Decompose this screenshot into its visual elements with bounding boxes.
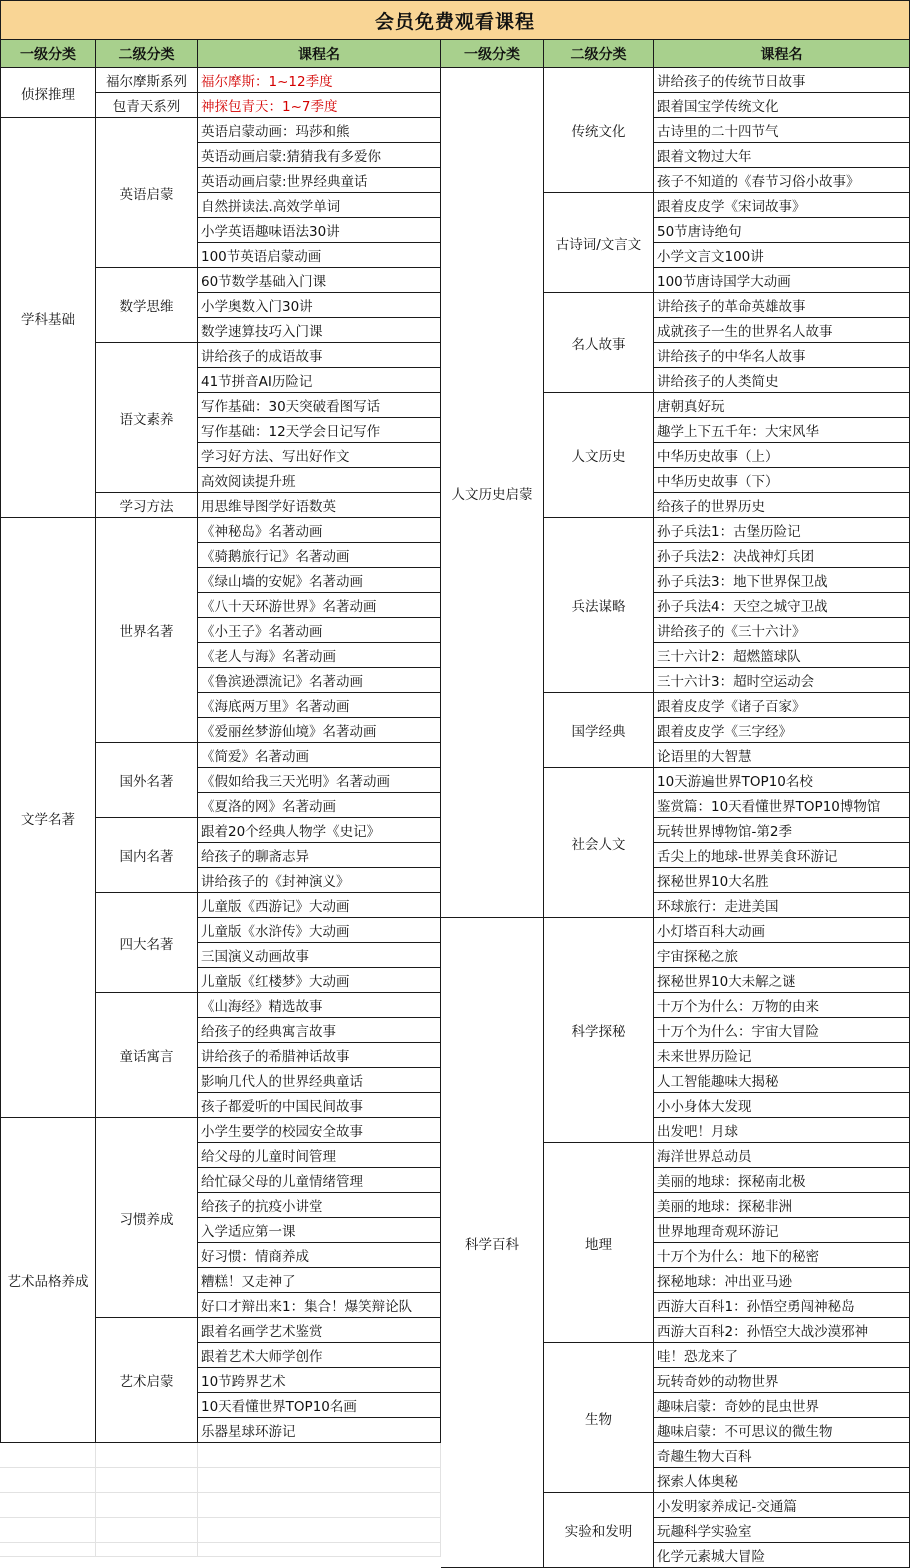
sub-category: 实验和发明: [544, 1493, 654, 1568]
course-name: 《山海经》精选故事: [198, 993, 441, 1018]
course-name: 写作基础：30天突破看图写话: [198, 393, 441, 418]
course-name: 给孩子的世界历史: [654, 493, 910, 518]
sub-category: 四大名著: [96, 893, 198, 993]
course-name: 论语里的大智慧: [654, 743, 910, 768]
empty-grid-cell: [96, 1493, 198, 1518]
course-name: 探秘世界10大未解之谜: [654, 968, 910, 993]
main-category: 文学名著: [0, 518, 96, 1118]
course-name: 跟着皮皮学《宋词故事》: [654, 193, 910, 218]
course-name: 100节唐诗国学大动画: [654, 268, 910, 293]
course-name: 跟着艺术大师学创作: [198, 1343, 441, 1368]
course-name: 小发明家养成记-交通篇: [654, 1493, 910, 1518]
course-name: 给孩子的抗疫小讲堂: [198, 1193, 441, 1218]
course-name: 10天看懂世界TOP10名画: [198, 1393, 441, 1418]
sub-category: 古诗词/文言文: [544, 193, 654, 293]
course-name: 福尔摩斯：1~12季度: [198, 68, 441, 93]
empty-grid-cell: [0, 1518, 96, 1543]
empty-grid-cell: [198, 1543, 441, 1557]
course-name: 世界地理奇观环游记: [654, 1218, 910, 1243]
sub-category: 世界名著: [96, 518, 198, 743]
course-name: 儿童版《水浒传》大动画: [198, 918, 441, 943]
sub-category: 学习方法: [96, 493, 198, 518]
course-name: 跟着国宝学传统文化: [654, 93, 910, 118]
column-header: 二级分类: [544, 40, 654, 68]
sub-category: 习惯养成: [96, 1118, 198, 1318]
course-name: 41节拼音AI历险记: [198, 368, 441, 393]
empty-grid-cell: [198, 1518, 441, 1543]
course-name: 自然拼读法.高效学单词: [198, 193, 441, 218]
sub-category: 包青天系列: [96, 93, 198, 118]
course-name: 美丽的地球：探秘非洲: [654, 1193, 910, 1218]
main-category: 人文历史启蒙: [441, 68, 544, 918]
course-name: 讲给孩子的《封神演义》: [198, 868, 441, 893]
sub-category: 童话寓言: [96, 993, 198, 1118]
course-name: 给父母的儿童时间管理: [198, 1143, 441, 1168]
course-name: 60节数学基础入门课: [198, 268, 441, 293]
course-name: 唐朝真好玩: [654, 393, 910, 418]
course-name: 跟着皮皮学《诸子百家》: [654, 693, 910, 718]
course-name: 小灯塔百科大动画: [654, 918, 910, 943]
column-header: 课程名: [654, 40, 910, 68]
course-name: 跟着20个经典人物学《史记》: [198, 818, 441, 843]
course-name: 讲给孩子的人类简史: [654, 368, 910, 393]
course-name: 三国演义动画故事: [198, 943, 441, 968]
course-name: 儿童版《西游记》大动画: [198, 893, 441, 918]
course-name: 乐器星球环游记: [198, 1418, 441, 1443]
course-name: 孩子不知道的《春节习俗小故事》: [654, 168, 910, 193]
sub-category: 语文素养: [96, 343, 198, 493]
main-category: 侦探推理: [0, 68, 96, 118]
course-name: 学习好方法、写出好作文: [198, 443, 441, 468]
course-name: 古诗里的二十四节气: [654, 118, 910, 143]
empty-grid-cell: [96, 1518, 198, 1543]
course-name: 数学速算技巧入门课: [198, 318, 441, 343]
course-name: 鉴赏篇：10天看懂世界TOP10博物馆: [654, 793, 910, 818]
main-category: 科学百科: [441, 918, 544, 1568]
course-name: 50节唐诗绝句: [654, 218, 910, 243]
course-name: 影响几代人的世界经典童话: [198, 1068, 441, 1093]
course-name: 好习惯：情商养成: [198, 1243, 441, 1268]
course-name: 趣学上下五千年：大宋风华: [654, 418, 910, 443]
sub-category: 生物: [544, 1343, 654, 1493]
sub-category: 科学探秘: [544, 918, 654, 1143]
course-name: 孩子都爱听的中国民间故事: [198, 1093, 441, 1118]
empty-grid-cell: [96, 1443, 198, 1468]
empty-grid-cell: [0, 1543, 96, 1557]
course-name: 三十六计2：超燃篮球队: [654, 643, 910, 668]
course-name: 奇趣生物大百科: [654, 1443, 910, 1468]
course-name: 神探包青天：1~7季度: [198, 93, 441, 118]
course-name: 《爱丽丝梦游仙境》名著动画: [198, 718, 441, 743]
course-name: 成就孩子一生的世界名人故事: [654, 318, 910, 343]
sub-category: 社会人文: [544, 768, 654, 918]
column-header: 一级分类: [441, 40, 544, 68]
course-name: 跟着名画学艺术鉴赏: [198, 1318, 441, 1343]
course-name: 讲给孩子的希腊神话故事: [198, 1043, 441, 1068]
course-name: 《简爱》名著动画: [198, 743, 441, 768]
course-name: 英语动画启蒙:世界经典童话: [198, 168, 441, 193]
course-name: 趣味启蒙：不可思议的微生物: [654, 1418, 910, 1443]
course-name: 《小王子》名著动画: [198, 618, 441, 643]
course-name: 十万个为什么：宇宙大冒险: [654, 1018, 910, 1043]
course-name: 小学生要学的校园安全故事: [198, 1118, 441, 1143]
course-name: 未来世界历险记: [654, 1043, 910, 1068]
main-category: 学科基础: [0, 118, 96, 518]
course-name: 美丽的地球：探秘南北极: [654, 1168, 910, 1193]
course-name: 《海底两万里》名著动画: [198, 693, 441, 718]
course-name: 《假如给我三天光明》名著动画: [198, 768, 441, 793]
course-name: 舌尖上的地球-世界美食环游记: [654, 843, 910, 868]
course-name: 讲给孩子的革命英雄故事: [654, 293, 910, 318]
course-name: 《老人与海》名著动画: [198, 643, 441, 668]
sub-category: 国内名著: [96, 818, 198, 893]
sub-category: 福尔摩斯系列: [96, 68, 198, 93]
course-name: 给孩子的聊斋志异: [198, 843, 441, 868]
course-name: 糟糕！又走神了: [198, 1268, 441, 1293]
course-name: 《骑鹅旅行记》名著动画: [198, 543, 441, 568]
course-name: 孙子兵法3：地下世界保卫战: [654, 568, 910, 593]
course-name: 探秘地球：冲出亚马逊: [654, 1268, 910, 1293]
course-name: 趣味启蒙：奇妙的昆虫世界: [654, 1393, 910, 1418]
empty-grid-cell: [198, 1493, 441, 1518]
course-name: 人工智能趣味大揭秘: [654, 1068, 910, 1093]
course-name: 小学文言文100讲: [654, 243, 910, 268]
course-name: 儿童版《红楼梦》大动画: [198, 968, 441, 993]
empty-grid-cell: [198, 1443, 441, 1468]
course-name: 探索人体奥秘: [654, 1468, 910, 1493]
empty-grid-cell: [0, 1468, 96, 1493]
course-name: 英语动画启蒙:猜猜我有多爱你: [198, 143, 441, 168]
course-name: 讲给孩子的成语故事: [198, 343, 441, 368]
column-header: 一级分类: [0, 40, 96, 68]
course-name: 跟着文物过大年: [654, 143, 910, 168]
course-name: 中华历史故事（下）: [654, 468, 910, 493]
course-name: 三十六计3：超时空运动会: [654, 668, 910, 693]
course-name: 小小身体大发现: [654, 1093, 910, 1118]
empty-grid-cell: [0, 1443, 96, 1468]
sub-category: 英语启蒙: [96, 118, 198, 268]
empty-grid-cell: [198, 1468, 441, 1493]
course-name: 玩趣科学实验室: [654, 1518, 910, 1543]
course-name: 10节跨界艺术: [198, 1368, 441, 1393]
course-name: 环球旅行：走进美国: [654, 893, 910, 918]
sub-category: 名人故事: [544, 293, 654, 393]
course-name: 讲给孩子的中华名人故事: [654, 343, 910, 368]
course-name: 英语启蒙动画：玛莎和熊: [198, 118, 441, 143]
course-name: 写作基础：12天学会日记写作: [198, 418, 441, 443]
sub-category: 国学经典: [544, 693, 654, 768]
course-name: 宇宙探秘之旅: [654, 943, 910, 968]
course-name: 高效阅读提升班: [198, 468, 441, 493]
course-name: 出发吧！月球: [654, 1118, 910, 1143]
course-name: 玩转世界博物馆-第2季: [654, 818, 910, 843]
course-name: 给忙碌父母的儿童情绪管理: [198, 1168, 441, 1193]
course-name: 跟着皮皮学《三字经》: [654, 718, 910, 743]
course-name: 哇！恐龙来了: [654, 1343, 910, 1368]
sub-category: 国外名著: [96, 743, 198, 818]
column-header: 课程名: [198, 40, 441, 68]
sub-category: 艺术启蒙: [96, 1318, 198, 1443]
course-name: 给孩子的经典寓言故事: [198, 1018, 441, 1043]
sub-category: 人文历史: [544, 393, 654, 518]
sub-category: 数学思维: [96, 268, 198, 343]
course-name: 西游大百科1：孙悟空勇闯神秘岛: [654, 1293, 910, 1318]
course-name: 好口才辩出来1：集合！爆笑辩论队: [198, 1293, 441, 1318]
course-name: 用思维导图学好语数英: [198, 493, 441, 518]
course-name: 玩转奇妙的动物世界: [654, 1368, 910, 1393]
course-name: 《绿山墙的安妮》名著动画: [198, 568, 441, 593]
course-name: 十万个为什么：地下的秘密: [654, 1243, 910, 1268]
course-name: 讲给孩子的《三十六计》: [654, 618, 910, 643]
course-name: 《八十天环游世界》名著动画: [198, 593, 441, 618]
sheet-title: 会员免费观看课程: [0, 0, 910, 40]
course-name: 海洋世界总动员: [654, 1143, 910, 1168]
empty-grid-cell: [96, 1543, 198, 1557]
course-name: 孙子兵法1：古堡历险记: [654, 518, 910, 543]
course-name: 《夏洛的网》名著动画: [198, 793, 441, 818]
course-name: 西游大百科2：孙悟空大战沙漠邪神: [654, 1318, 910, 1343]
sub-category: 兵法谋略: [544, 518, 654, 693]
course-name: 《神秘岛》名著动画: [198, 518, 441, 543]
course-name: 讲给孩子的传统节日故事: [654, 68, 910, 93]
course-name: 小学奥数入门30讲: [198, 293, 441, 318]
course-name: 小学英语趣味语法30讲: [198, 218, 441, 243]
course-name: 化学元素城大冒险: [654, 1543, 910, 1568]
course-name: 《鲁滨逊漂流记》名著动画: [198, 668, 441, 693]
empty-grid-cell: [0, 1493, 96, 1518]
course-name: 入学适应第一课: [198, 1218, 441, 1243]
course-name: 孙子兵法4：天空之城守卫战: [654, 593, 910, 618]
sub-category: 地理: [544, 1143, 654, 1343]
course-name: 100节英语启蒙动画: [198, 243, 441, 268]
course-name: 探秘世界10大名胜: [654, 868, 910, 893]
main-category: 艺术品格养成: [0, 1118, 96, 1443]
course-name: 中华历史故事（上）: [654, 443, 910, 468]
empty-grid-cell: [96, 1468, 198, 1493]
sub-category: 传统文化: [544, 68, 654, 193]
course-name: 十万个为什么：万物的由来: [654, 993, 910, 1018]
course-name: 孙子兵法2：决战神灯兵团: [654, 543, 910, 568]
column-header: 二级分类: [96, 40, 198, 68]
course-name: 10天游遍世界TOP10名校: [654, 768, 910, 793]
